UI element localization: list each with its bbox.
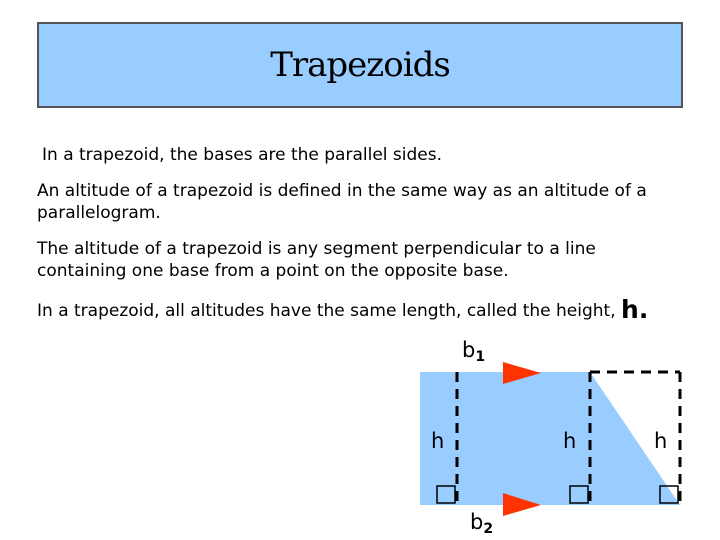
paragraph-altitude-definition: An altitude of a trapezoid is defined in the same way as an altitude of a parallelogram. [37, 181, 647, 223]
height-label-middle: h [563, 429, 577, 453]
height-label-right: h [654, 429, 668, 453]
slide-title: Trapezoids [270, 45, 450, 85]
height-label-left: h [431, 429, 445, 453]
paragraph-altitude-segment: The altitude of a trapezoid is any segment perpendicular to a line containing one base from a point on the opposite base. [37, 239, 596, 281]
base-b1-label: $b_1$ [462, 338, 486, 365]
height-variable: h. [621, 295, 649, 324]
paragraph-bases: In a trapezoid, the bases are the parallel sides. [42, 145, 443, 165]
base-b2-label: $b_2$ [470, 510, 494, 537]
height-sentence: In a trapezoid, all altitudes have the same length, called the height, [37, 301, 616, 321]
trapezoid-shape [420, 372, 680, 505]
